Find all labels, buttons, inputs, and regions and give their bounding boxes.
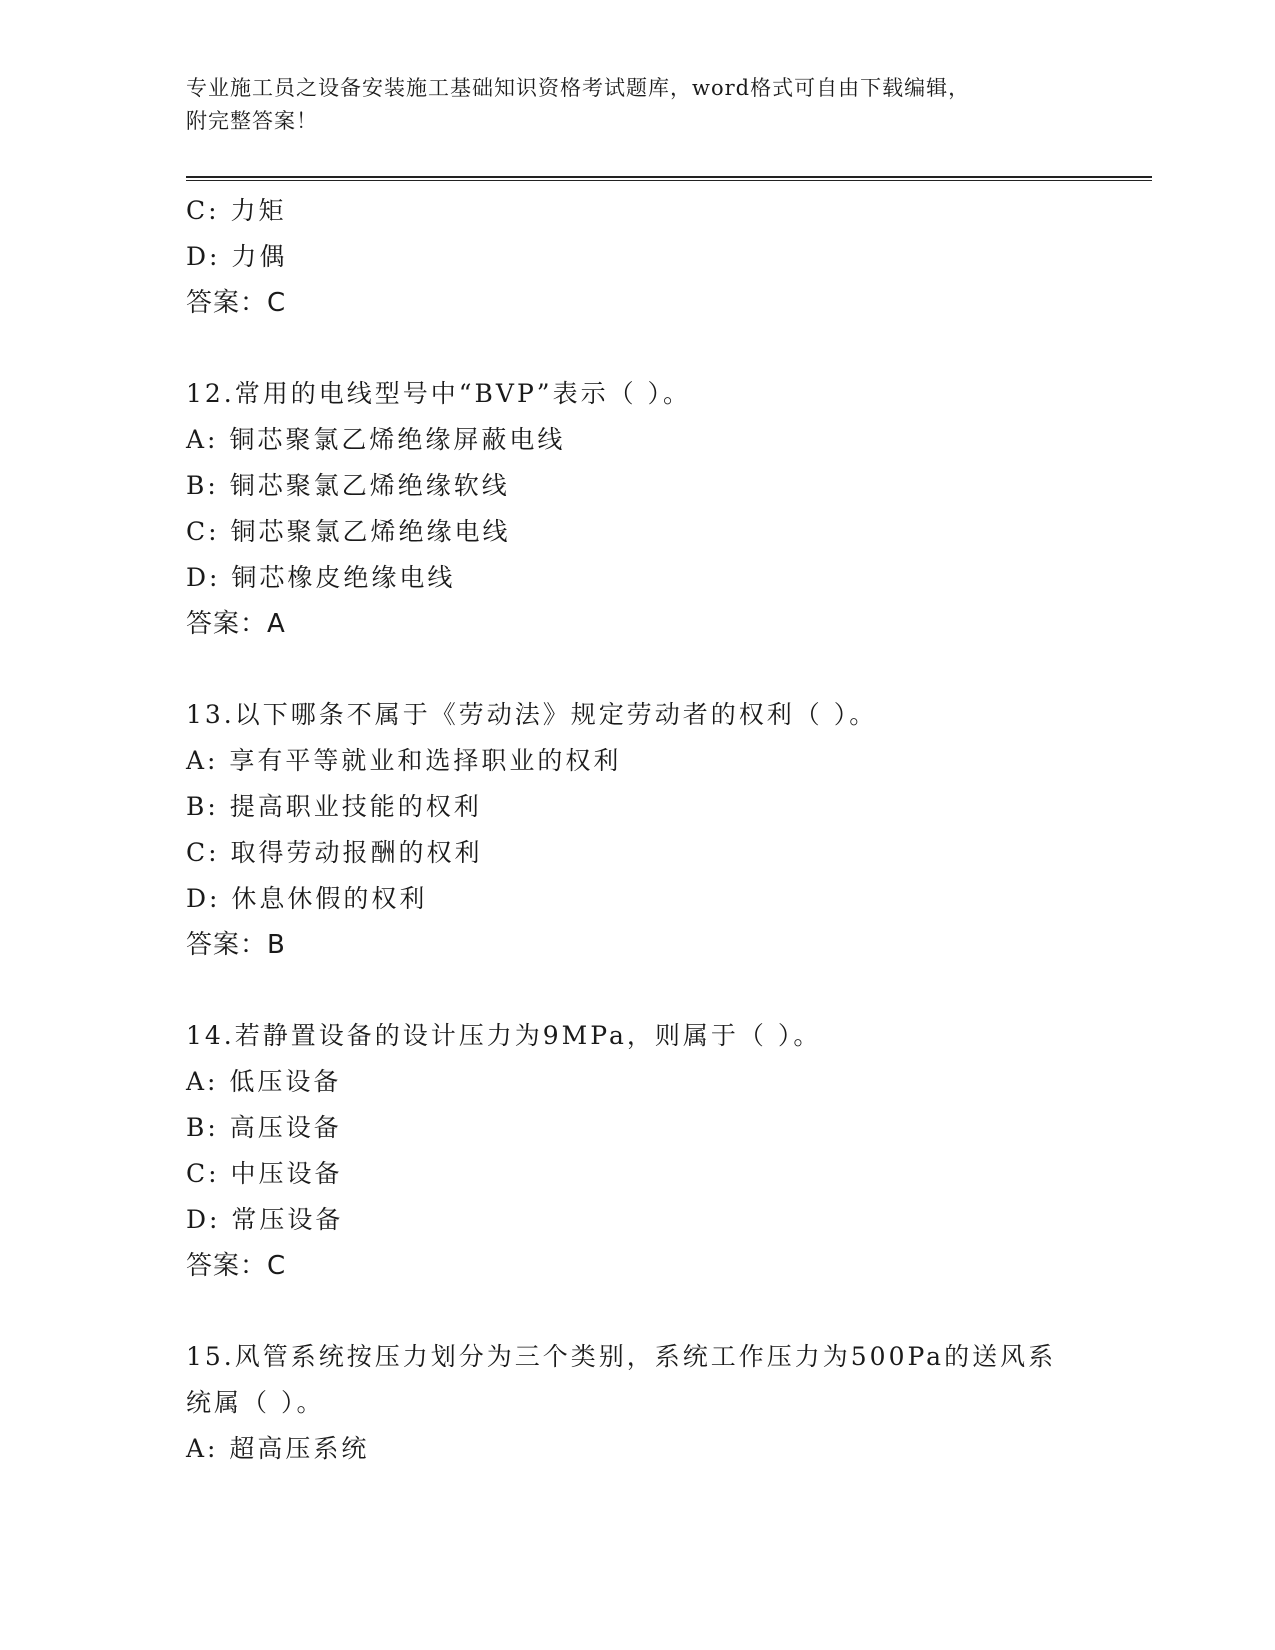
spacer — [186, 647, 1086, 692]
question-stem-line-1: 15.风管系统按压力划分为三个类别，系统工作压力为500Pa的送风系 — [186, 1342, 1057, 1371]
option-c: C: 取得劳动报酬的权利 — [186, 838, 483, 867]
question-13 — [186, 692, 1086, 968]
option-b: B: 提高职业技能的权利 — [186, 792, 482, 821]
header-line-1: 专业施工员之设备安装施工基础知识资格考试题库，word格式可自由下载编辑， — [186, 76, 971, 100]
option-d: D: 铜芯橡皮绝缘电线 — [186, 563, 456, 592]
answer-line: 答案：C — [186, 288, 287, 318]
spacer — [186, 1289, 1086, 1334]
option-c: C: 铜芯聚氯乙烯绝缘电线 — [186, 517, 511, 546]
question-15 — [186, 1334, 1086, 1472]
page-header — [186, 72, 1076, 138]
partial-question — [186, 188, 1086, 326]
header-divider — [186, 176, 1152, 181]
answer-line: 答案：B — [186, 930, 286, 960]
question-stem: 12.常用的电线型号中“BVP”表示（ ）。 — [186, 379, 692, 408]
answer-line: 答案：A — [186, 609, 286, 639]
option-d: D: 力偶 — [186, 242, 288, 271]
question-stem: 14.若静置设备的设计压力为9MPa，则属于（ ）。 — [186, 1021, 822, 1050]
question-12 — [186, 371, 1086, 647]
question-stem-line-2: 统属（ ）。 — [186, 1388, 325, 1417]
option-c: C: 中压设备 — [186, 1159, 343, 1188]
option-a: A: 铜芯聚氯乙烯绝缘屏蔽电线 — [186, 425, 566, 454]
spacer — [186, 326, 1086, 371]
header-line-2: 附完整答案！ — [186, 109, 318, 133]
question-content — [186, 188, 1086, 1472]
question-14 — [186, 1013, 1086, 1289]
option-a: A: 低压设备 — [186, 1067, 342, 1096]
answer-line: 答案：C — [186, 1251, 287, 1281]
option-a: A: 超高压系统 — [186, 1434, 370, 1463]
option-b: B: 高压设备 — [186, 1113, 342, 1142]
option-d: D: 常压设备 — [186, 1205, 344, 1234]
option-c: C: 力矩 — [186, 196, 287, 225]
question-stem: 13.以下哪条不属于《劳动法》规定劳动者的权利（ ）。 — [186, 700, 878, 729]
spacer — [186, 968, 1086, 1013]
option-a: A: 享有平等就业和选择职业的权利 — [186, 746, 622, 775]
option-b: B: 铜芯聚氯乙烯绝缘软线 — [186, 471, 510, 500]
option-d: D: 休息休假的权利 — [186, 884, 428, 913]
